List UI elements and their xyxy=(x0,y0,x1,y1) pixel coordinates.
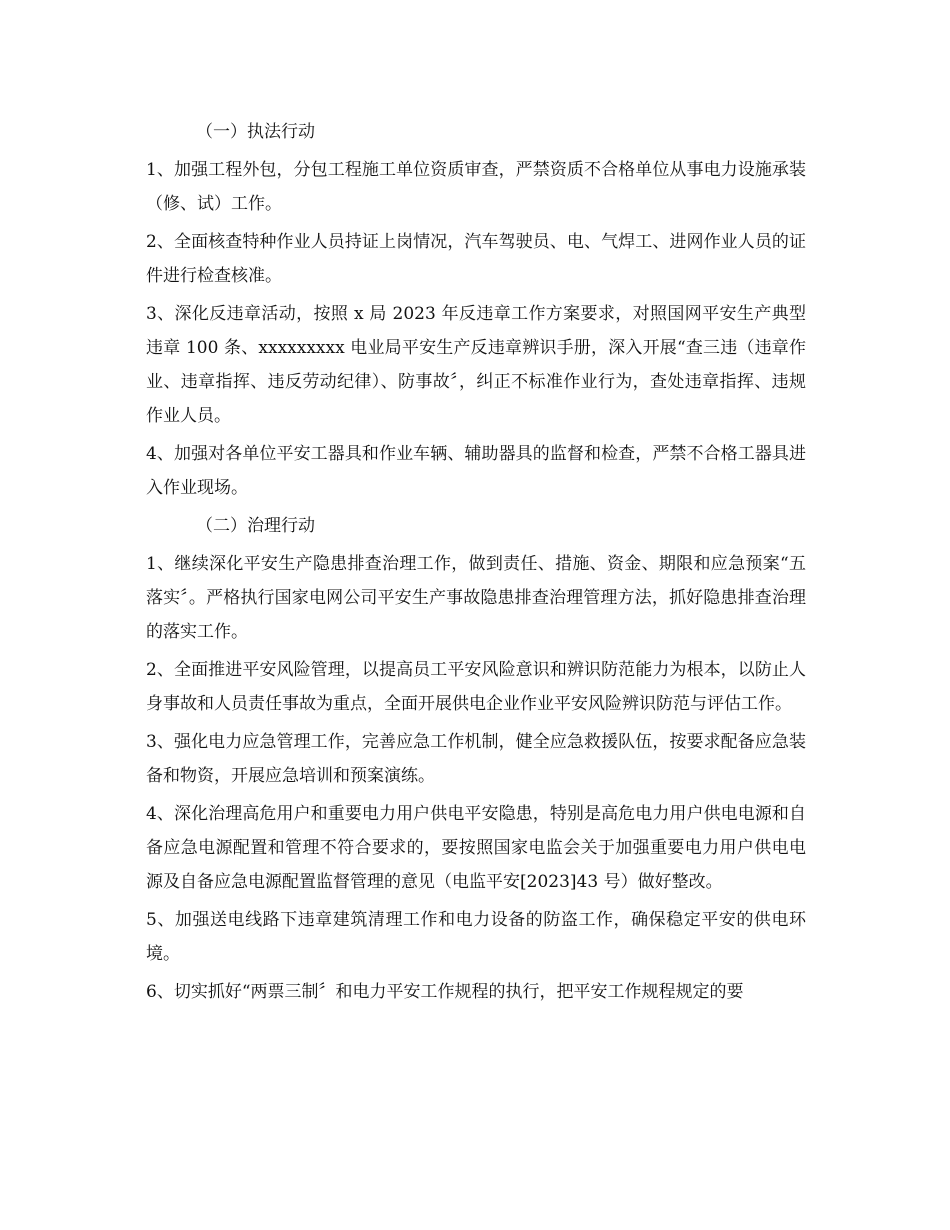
paragraph: 3、强化电力应急管理工作，完善应急工作机制，健全应急救援队伍，按要求配备应急装备和物资，开展应急培训和预案演练。 xyxy=(146,732,806,786)
paragraph: 4、深化治理高危用户和重要电力用户供电平安隐患，特别是高危电力用户供电电源和自备应急电源配置和管理不符合要求的，要按照国家电监会关于加强重要电力用户供电电源及自备应急电源配置监督管理的意见（电监平安[2023]43 号）做好整改。 xyxy=(146,804,806,892)
paragraph: 5、加强送电线路下违章建筑清理工作和电力设备的防盗工作，确保稳定平安的供电环境。 xyxy=(146,910,806,964)
paragraph: 2、全面推进平安风险管理，以提高员工平安风险意识和辨识防范能力为根本，以防止人身事故和人员责任事故为重点，全面开展供电企业作业平安风险辨识防范与评估工作。 xyxy=(146,660,806,714)
paragraph: 6、切实抓好“两票三制〞和电力平安工作规程的执行，把平安工作规程规定的要 xyxy=(146,982,744,1002)
paragraph: 2、全面核查特种作业人员持证上岗情况，汽车驾驶员、电、气焊工、进网作业人员的证件进行检查核准。 xyxy=(146,232,806,286)
paragraph: 1、加强工程外包，分包工程施工单位资质审查，严禁资质不合格单位从事电力设施承装（修、试）工作。 xyxy=(146,160,806,214)
paragraph: 4、加强对各单位平安工器具和作业车辆、辅助器具的监督和检查，严禁不合格工器具进入作业现场。 xyxy=(146,444,806,498)
paragraph: 3、深化反违章活动，按照 x 局 2023 年反违章工作方案要求，对照国网平安生产典型违章 100 条、xxxxxxxxx 电业局平安生产反违章辨识手册，深入开展“查三违（违章作业、违章指挥、违反劳动纪律）、防事故〞，纠正不标准作业行为，查处违章指挥、违规作业人员。 xyxy=(146,304,806,426)
document-body xyxy=(146,115,806,1013)
paragraph: 1、继续深化平安生产隐患排查治理工作，做到责任、措施、资金、期限和应急预案“五落实〞。严格执行国家电网公司平安生产事故隐患排查治理管理方法，抓好隐患排查治理的落实工作。 xyxy=(146,554,806,642)
section-heading-enforcement: （一）执法行动 xyxy=(196,122,315,142)
section-heading-governance: （二）治理行动 xyxy=(196,516,315,536)
